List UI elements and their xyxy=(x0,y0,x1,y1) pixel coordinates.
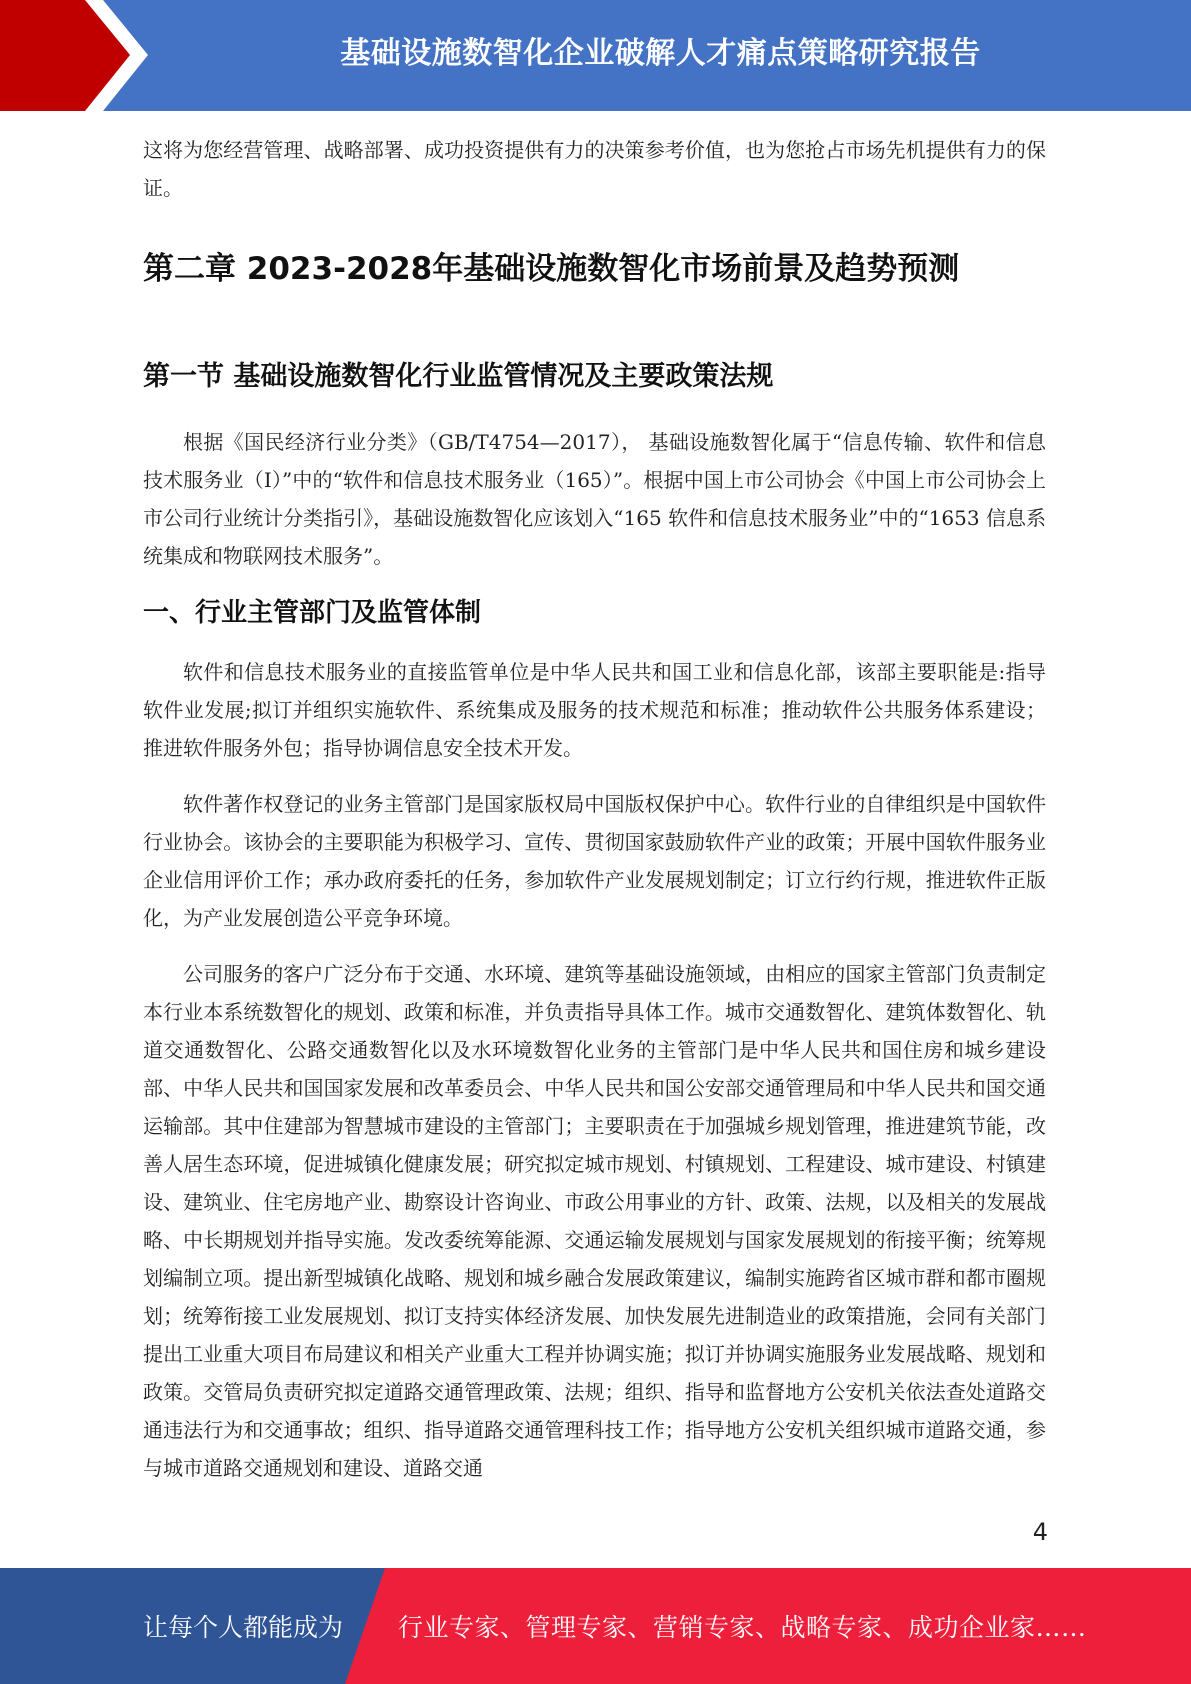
section-paragraph: 根据《国民经济行业分类》（GB/T4754—2017）， 基础设施数智化属于“信息传输、软件和信息技术服务业（I）”中的“软件和信息技术服务业（165）”。根据中国上市公司协会《中国上市公司协会上市公司行业统计分类指引》，基础设施数智化应该划入“165 软件和信息技术服务业”中的“1653 信息系统集成和物联网技术服务”。 xyxy=(143,430,1046,568)
body-paragraph: 公司服务的客户广泛分布于交通、水环境、建筑等基础设施领域，由相应的国家主管部门负责制定本行业本系统数智化的规划、政策和标准，并负责指导具体工作。城市交通数智化、建筑体数智化、轨道交通数智化、公路交通数智化以及水环境数智化业务的主管部门是中华人民共和国住房和城乡建设部、中华人民共和国国家发展和改革委员会、中华人民共和国公安部交通管理局和中华人民共和国交通运输部。其中住建部为智慧城市建设的主管部门；主要职责在于加强城乡规划管理，推进建筑节能，改善人居生态环境，促进城镇化健康发展；研究拟定城市规划、村镇规划、工程建设、城市建设、村镇建设、建筑业、住宅房地产业、勘察设计咨询业、市政公用事业的方针、政策、法规，以及相关的发展战略、中长期规划并指导实施。发改委统筹能源、交通运输发展规划与国家发展规划的衔接平衡；统筹规划编制立项。提出新型城镇化战略、规划和城乡融合发展政策建议，编制实施跨省区城市群和都市圈规划；统筹衔接工业发展规划、拟订支持实体经济发展、加快发展先进制造业的政策措施，会同有关部门提出工业重大项目布局建议和相关产业重大工程并协调实施；拟订并协调实施服务业发展战略、规划和政策。交管局负责研究拟定道路交通管理政策、法规；组织、指导和监督地方公安机关依法查处道路交通违法行为和交通事故；组织、指导道路交通管理科技工作；指导地方公安机关组织城市道路交通，参与城市道路交通规划和建设、道路交通 xyxy=(143,962,1046,1480)
intro-paragraph: 这将为您经营管理、战略部署、成功投资提供有力的决策参考价值，也为您抢占市场先机提供有力的保证。 xyxy=(143,138,1046,200)
footer-slogan-right: 行业专家、管理专家、营销专家、战略专家、成功企业家…… xyxy=(398,1613,1087,1642)
subsection-title: 一、行业主管部门及监管体制 xyxy=(143,598,482,628)
footer-slogan-left: 让每个人都能成为 xyxy=(143,1613,344,1642)
page-footer xyxy=(0,1568,1191,1684)
section-title: 第一节 基础设施数智化行业监管情况及主要政策法规 xyxy=(143,361,774,392)
page-header xyxy=(0,0,1191,111)
report-title: 基础设施数智化企业破解人才痛点策略研究报告 xyxy=(340,36,981,71)
document-body xyxy=(143,131,1046,1487)
body-paragraph: 软件著作权登记的业务主管部门是国家版权局中国版权保护中心。软件行业的自律组织是中国软件行业协会。该协会的主要职能为积极学习、宣传、贯彻国家鼓励软件产业的政策；开展中国软件服务业企业信用评价工作；承办政府委托的任务，参加软件产业发展规划制定；订立行约行规，推进软件正版化，为产业发展创造公平竞争环境。 xyxy=(143,792,1046,930)
body-paragraph: 软件和信息技术服务业的直接监管单位是中华人民共和国工业和信息化部，该部主要职能是:指导软件业发展;拟订并组织实施软件、系统集成及服务的技术规范和标准；推动软件公共服务体系建设；推进软件服务外包；指导协调信息安全技术开发。 xyxy=(143,660,1046,760)
chapter-title: 第二章 2023-2028年基础设施数智化市场前景及趋势预测 xyxy=(143,251,960,287)
page-number: 4 xyxy=(1032,1518,1048,1546)
